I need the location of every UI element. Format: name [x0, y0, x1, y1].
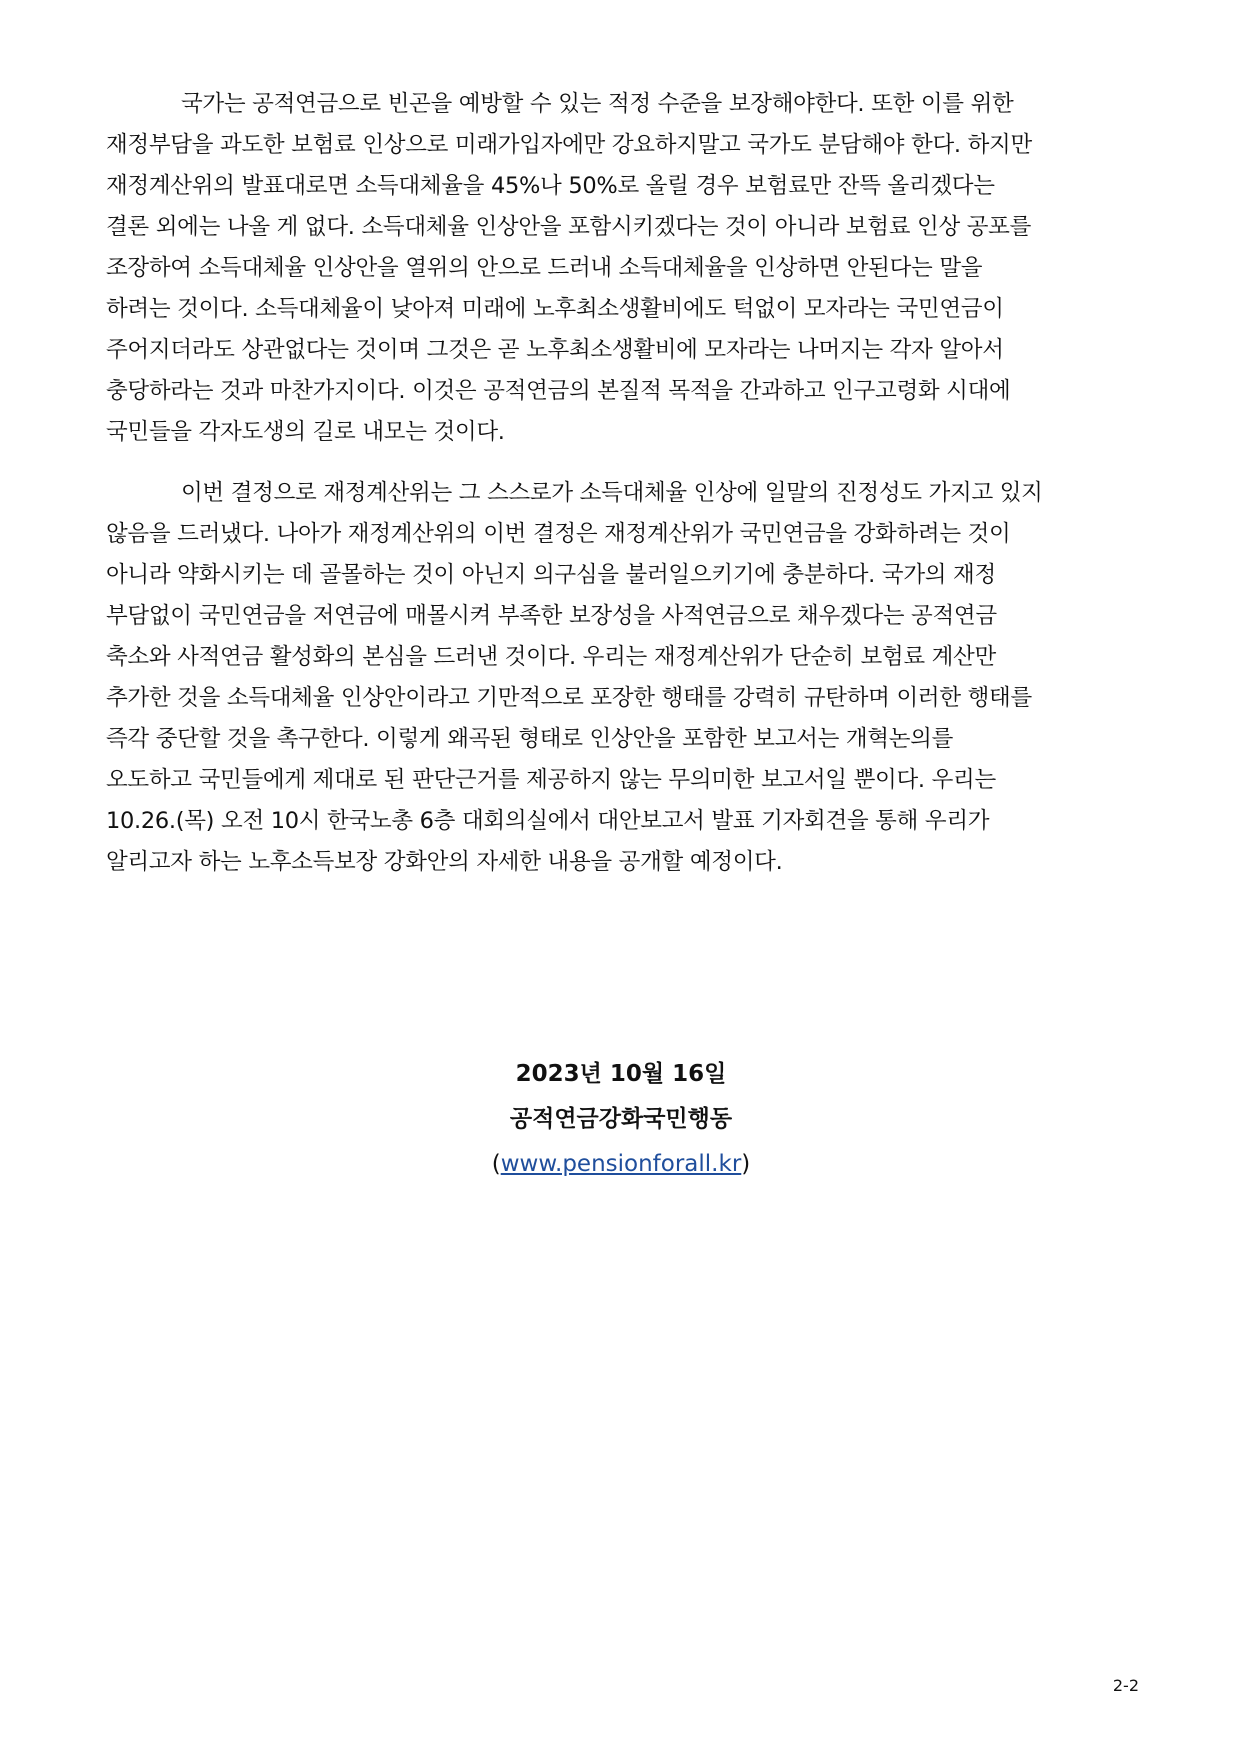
paragraph-line: 재정부담을 과도한 보험료 인상으로 미래가입자에만 강요하지말고 국가도 분담해야 한다. 하지만: [106, 132, 1032, 158]
paren-open: (: [491, 1151, 501, 1177]
paragraph-line: 국민들을 각자도생의 길로 내모는 것이다.: [106, 419, 505, 445]
paren-close: ): [741, 1151, 751, 1177]
paragraph-line: 않음을 드러냈다. 나아가 재정계산위의 이번 결정은 재정계산위가 국민연금을 강화하려는 것이: [106, 521, 1011, 547]
paragraph-line: 축소와 사적연금 활성화의 본심을 드러낸 것이다. 우리는 재정계산위가 단순히 보험료 계산만: [106, 644, 996, 670]
paragraph-line: 재정계산위의 발표대로면 소득대체율을 45%나 50%로 올릴 경우 보험료만 잔뜩 올리겠다는: [106, 173, 995, 199]
website-line: [0, 1142, 1242, 1187]
statement-body: [106, 84, 1146, 883]
paragraph-line: 하려는 것이다. 소득대체율이 낮아져 미래에 노후최소생활비에도 턱없이 모자라는 국민연금이: [106, 296, 1004, 322]
paragraph-line: 오도하고 국민들에게 제대로 된 판단근거를 제공하지 않는 무의미한 보고서일 뿐이다. 우리는: [106, 767, 996, 793]
paragraph-line: 충당하라는 것과 마찬가지이다. 이것은 공적연금의 본질적 목적을 간과하고 인구고령화 시대에: [106, 378, 1011, 404]
organization-name: 공적연금강화국민행동: [509, 1106, 733, 1132]
website-link[interactable]: www.pensionforall.kr: [500, 1151, 742, 1177]
paragraph-line: 알리고자 하는 노후소득보장 강화안의 자세한 내용을 공개할 예정이다.: [106, 849, 783, 875]
page-number: 2-2: [1112, 1676, 1139, 1695]
paragraph-line: 주어지더라도 상관없다는 것이며 그것은 곧 노후최소생활비에 모자라는 나머지는 각자 알아서: [106, 337, 1004, 363]
statement-date: 2023년 10월 16일: [515, 1061, 727, 1087]
paragraph-line: 추가한 것을 소득대체율 인상안이라고 기만적으로 포장한 행태를 강력히 규탄하며 이러한 행태를: [106, 685, 1032, 711]
paragraph-line: 부담없이 국민연금을 저연금에 매몰시켜 부족한 보장성을 사적연금으로 채우겠다는 공적연금: [106, 603, 997, 629]
paragraph-line: 이번 결정으로 재정계산위는 그 스스로가 소득대체율 인상에 일말의 진정성도 가지고 있지: [181, 480, 1043, 506]
paragraph-1: [106, 84, 1146, 453]
paragraph-line: 조장하여 소득대체율 인상안을 열위의 안으로 드러내 소득대체율을 인상하면 안된다는 말을: [106, 255, 983, 281]
paragraph-line: 아니라 약화시키는 데 골몰하는 것이 아닌지 의구심을 불러일으키기에 충분하다. 국가의 재정: [106, 562, 996, 588]
paragraph-2: [106, 473, 1146, 883]
paragraph-line: 결론 외에는 나올 게 없다. 소득대체율 인상안을 포함시키겠다는 것이 아니라 보험료 인상 공포를: [106, 214, 1032, 240]
paragraph-line: 10.26.(목) 오전 10시 한국노총 6층 대회의실에서 대안보고서 발표 기자회견을 통해 우리가: [106, 808, 990, 834]
paragraph-line: 국가는 공적연금으로 빈곤을 예방할 수 있는 적정 수준을 보장해야한다. 또한 이를 위한: [181, 91, 1014, 117]
paragraph-line: 즉각 중단할 것을 촉구한다. 이렇게 왜곡된 형태로 인상안을 포함한 보고서는 개혁논의를: [106, 726, 954, 752]
signature-block: [0, 1052, 1242, 1187]
